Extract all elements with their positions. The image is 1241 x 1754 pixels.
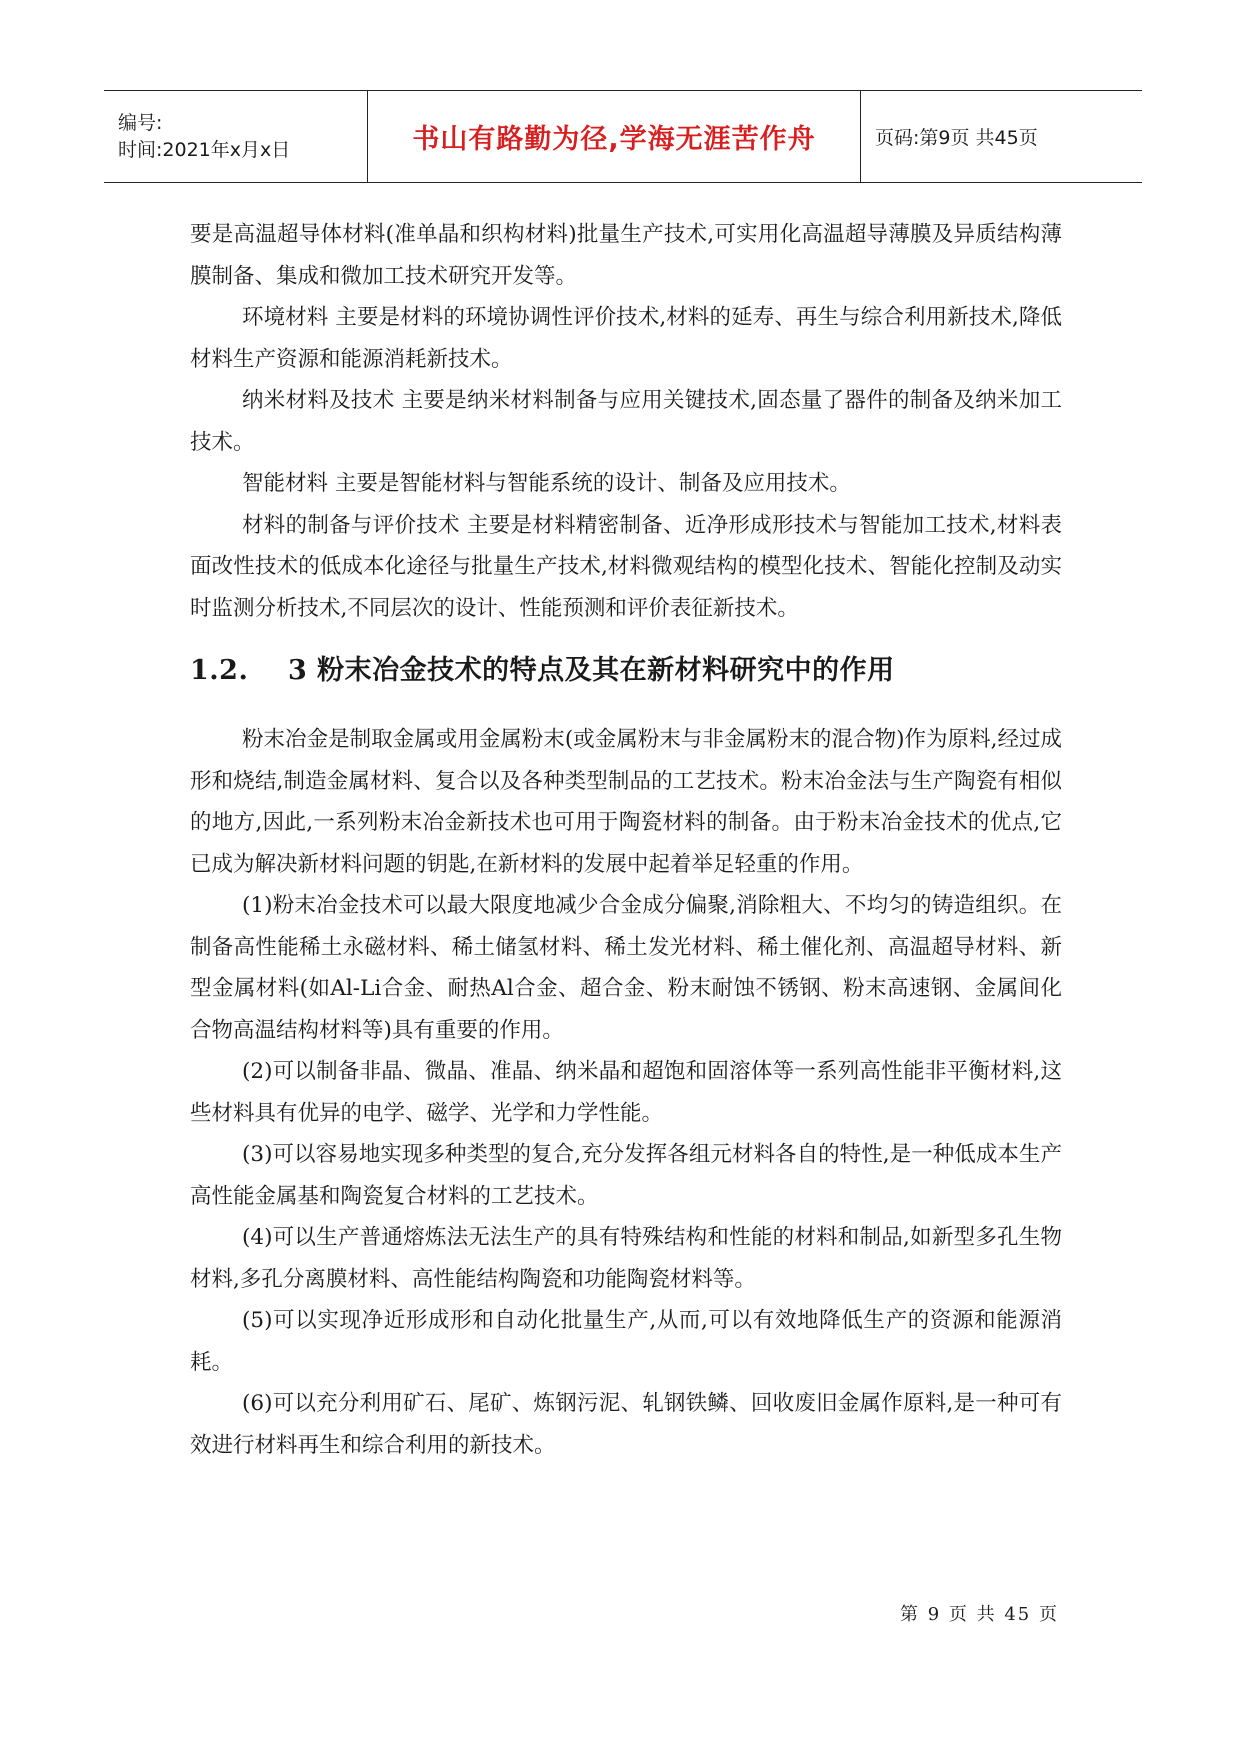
page-footer: 第 9 页 共 45 页 [900,1604,1059,1625]
list-item: (2)可以制备非晶、微晶、准晶、纳米晶和超饱和固溶体等一系列高性能非平衡材料,这些材料具有优异的电学、磁学、光学和力学性能。 [190,1059,1062,1126]
section-heading [190,651,1062,691]
document-time-label: 时间:2021年x月x日 [118,138,291,161]
header-page-cell [861,91,1142,182]
paragraph-smart-materials: 智能材料 主要是智能材料与智能系统的设计、制备及应用技术。 [242,471,851,496]
section-title: 3 粉末冶金技术的特点及其在新材料研究中的作用 [288,655,895,686]
section-number: 1.2. [190,655,249,686]
document-body [190,214,1062,1466]
header-page-number: 页码:第9页 共45页 [875,127,1038,149]
list-item: (3)可以容易地实现多种类型的复合,充分发挥各组元材料各自的特性,是一种低成本生产高性能金属基和陶瓷复合材料的工艺技术。 [190,1142,1062,1209]
header-motto-cell [368,91,861,182]
page-header [104,90,1142,183]
paragraph-continued: 要是高温超导体材料(准单晶和织构材料)批量生产技术,可实用化高温超导薄膜及异质结构薄膜制备、集成和微加工技术研究开发等。 [190,222,1062,289]
paragraph-powder-metallurgy-intro: 粉末冶金是制取金属或用金属粉末(或金属粉末与非金属粉末的混合物)作为原料,经过成形和烧结,制造金属材料、复合以及各种类型制品的工艺技术。粉末冶金法与生产陶瓷有相似的地方,因此,一系列粉末冶金新技术也可用于陶瓷材料的制备。由于粉末冶金技术的优点,它已成为解决新材料问题的钥匙,在新材料的发展中起着举足轻重的作用。 [190,727,1062,877]
paragraph-environment-materials: 环境材料 主要是材料的环境协调性评价技术,材料的延寿、再生与综合利用新技术,降低材料生产资源和能源消耗新技术。 [190,305,1062,372]
list-item: (1)粉末冶金技术可以最大限度地减少合金成分偏聚,消除粗大、不均匀的铸造组织。在制备高性能稀土永磁材料、稀土储氢材料、稀土发光材料、稀土催化剂、高温超导材料、新型金属材料(如Al-Li合金、耐热Al合金、超合金、粉末耐蚀不锈钢、粉末高速钢、金属间化合物高温结构材料等)具有重要的作用。 [190,893,1062,1043]
paragraph-preparation-evaluation: 材料的制备与评价技术 主要是材料精密制备、近净形成形技术与智能加工技术,材料表面改性技术的低成本化途径与批量生产技术,材料微观结构的模型化技术、智能化控制及动实时监测分析技术,不同层次的设计、性能预测和评价表征新技术。 [190,512,1062,621]
header-info-cell [104,91,368,182]
header-motto: 书山有路勤为径,学海无涯苦作舟 [412,124,816,155]
paragraph-nano-materials: 纳米材料及技术 主要是纳米材料制备与应用关键技术,固态量了器件的制备及纳米加工技术。 [190,388,1062,455]
list-item: (6)可以充分利用矿石、尾矿、炼钢污泥、轧钢铁鳞、回收废旧金属作原料,是一种可有效进行材料再生和综合利用的新技术。 [190,1391,1062,1458]
list-item: (4)可以生产普通熔炼法无法生产的具有特殊结构和性能的材料和制品,如新型多孔生物材料,多孔分离膜材料、高性能结构陶瓷和功能陶瓷材料等。 [190,1225,1062,1292]
document-number-label: 编号: [118,111,163,134]
list-item: (5)可以实现净近形成形和自动化批量生产,从而,可以有效地降低生产的资源和能源消耗。 [190,1308,1062,1375]
